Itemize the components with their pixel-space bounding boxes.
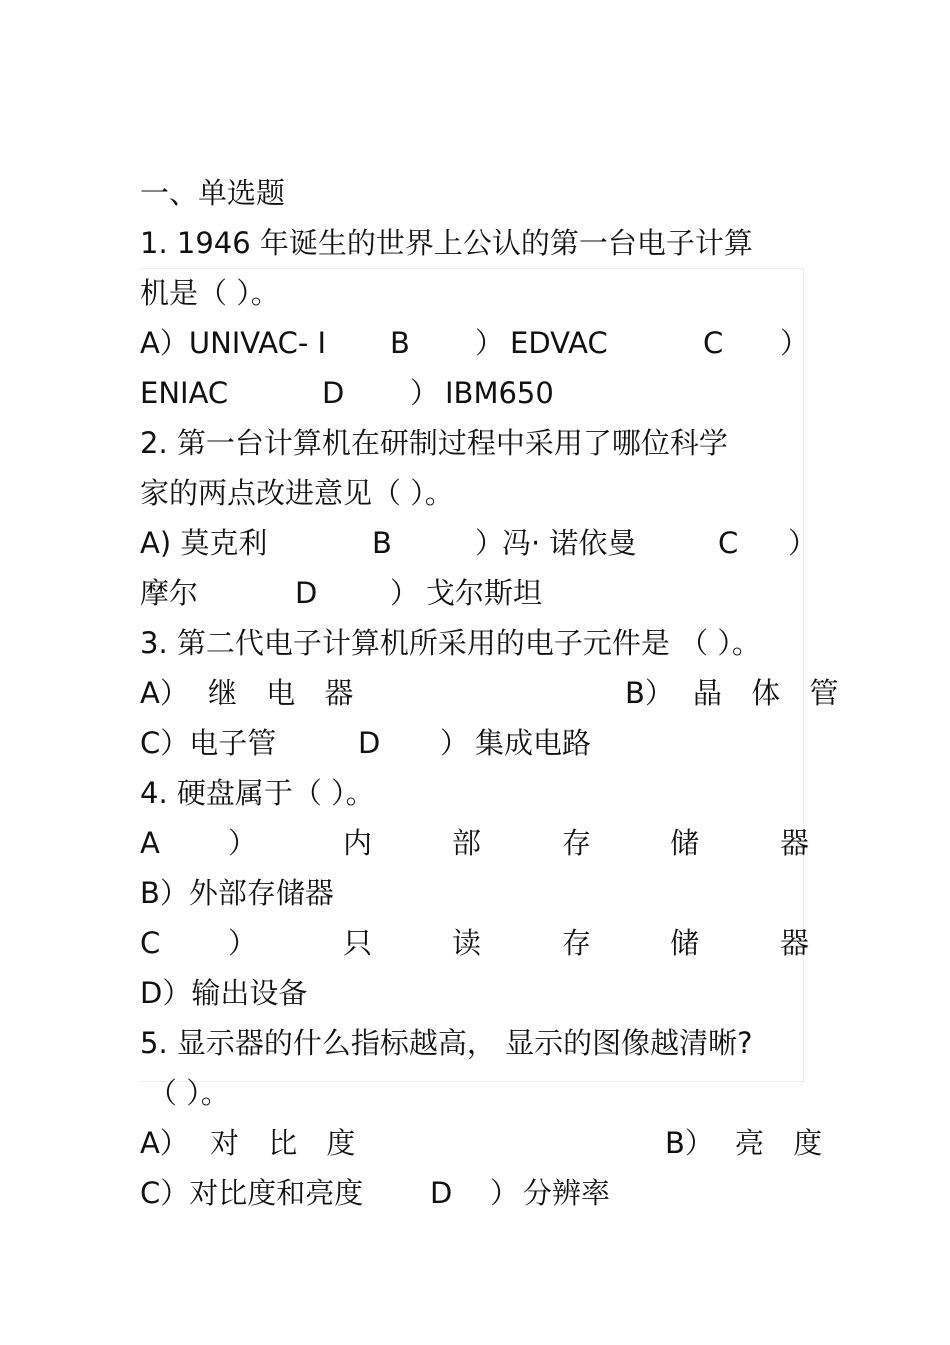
question-5-option-a-text: 对 比 度 bbox=[210, 1126, 366, 1160]
question-1-stem-line-2: 机是（ ）。 bbox=[140, 276, 280, 310]
question-1-options-row-1 bbox=[140, 318, 812, 368]
question-1-option-d-paren: ） bbox=[410, 376, 440, 410]
question-5-option-c: C）对比度和亮度 bbox=[140, 1176, 364, 1210]
question-3-option-d-text: 集成电路 bbox=[475, 726, 592, 760]
question-5-option-d-paren: ） bbox=[490, 1176, 520, 1210]
section-title: 一、单选题 bbox=[140, 176, 286, 210]
question-5-option-b-text: 亮 度 bbox=[735, 1126, 833, 1160]
question-2-options-row-1 bbox=[140, 518, 818, 568]
question-3-stem: 3. 第二代电子计算机所采用的电子元件是 （ ）。 bbox=[140, 626, 761, 660]
question-5-option-d-mark: D bbox=[430, 1176, 453, 1210]
question-5-option-d-text: 分辨率 bbox=[523, 1176, 611, 1210]
question-4-option-a: A ） 内 部 存 储 器 bbox=[140, 826, 810, 860]
question-2-stem-line-1: 2. 第一台计算机在研制过程中采用了哪位科学 bbox=[140, 426, 728, 460]
question-3-options-row-1 bbox=[140, 668, 849, 718]
question-2-option-d-text: 戈尔斯坦 bbox=[426, 576, 543, 610]
question-2-option-c-text: 摩尔 bbox=[140, 576, 199, 610]
question-5-stem-line-1: 5. 显示器的什么指标越高， 显示的图像越清晰? bbox=[140, 1026, 753, 1060]
question-3-option-d-paren: ） bbox=[440, 726, 470, 760]
question-3-option-a-text: 继 电 器 bbox=[208, 676, 364, 710]
question-5-option-a-mark: A） bbox=[140, 1126, 189, 1160]
question-5-stem-line-2: （ ）。 bbox=[148, 1076, 230, 1110]
question-3-option-d-mark: D bbox=[358, 726, 381, 760]
question-5-options-row-2 bbox=[140, 1168, 812, 1218]
question-1-option-d-mark: D bbox=[322, 376, 345, 410]
question-3-options-row-2 bbox=[140, 718, 812, 768]
question-5-option-b-mark: B） bbox=[665, 1126, 714, 1160]
question-1-option-a: A）UNIVAC- I bbox=[140, 326, 327, 360]
question-1-stem-line-1: 1. 1946 年诞生的世界上公认的第一台电子计算 bbox=[140, 226, 753, 260]
question-2-stem-line-2: 家的两点改进意见（ ）。 bbox=[140, 476, 454, 510]
question-2-option-c-paren: ） bbox=[788, 526, 818, 560]
question-4-option-d: D）输出设备 bbox=[140, 976, 308, 1010]
question-3-option-c: C）电子管 bbox=[140, 726, 277, 760]
question-3-option-a-mark: A） bbox=[140, 676, 189, 710]
question-3-option-b-text: 晶 体 管 bbox=[693, 676, 849, 710]
question-4-stem: 4. 硬盘属于（ ）。 bbox=[140, 776, 375, 810]
question-4-option-c: C ） 只 读 存 储 器 bbox=[140, 926, 810, 960]
question-1-option-d-text: IBM650 bbox=[445, 376, 554, 410]
question-4-option-b: B）外部存储器 bbox=[140, 876, 334, 910]
question-1-option-b-paren: ） bbox=[475, 326, 505, 360]
question-2-option-b-text: 冯· 诺依曼 bbox=[502, 526, 637, 560]
question-1-option-c-text: ENIAC bbox=[140, 376, 229, 410]
question-2-options-row-2 bbox=[140, 568, 812, 618]
question-2-option-c-mark: C bbox=[718, 526, 739, 560]
question-2-option-d-paren: ） bbox=[390, 576, 420, 610]
question-2-option-a: A) 莫克利 bbox=[140, 526, 268, 560]
question-1-option-c-paren: ） bbox=[780, 326, 810, 360]
question-1-option-c-mark: C bbox=[703, 326, 724, 360]
question-5-options-row-1 bbox=[140, 1118, 833, 1168]
question-1-option-b-text: EDVAC bbox=[510, 326, 608, 360]
question-3-option-b-mark: B） bbox=[625, 676, 674, 710]
question-1-option-b-mark: B bbox=[390, 326, 410, 360]
question-2-option-d-mark: D bbox=[295, 576, 318, 610]
question-2-option-b-paren: ） bbox=[475, 526, 505, 560]
question-2-option-b-mark: B bbox=[372, 526, 392, 560]
question-1-options-row-2 bbox=[140, 368, 812, 418]
